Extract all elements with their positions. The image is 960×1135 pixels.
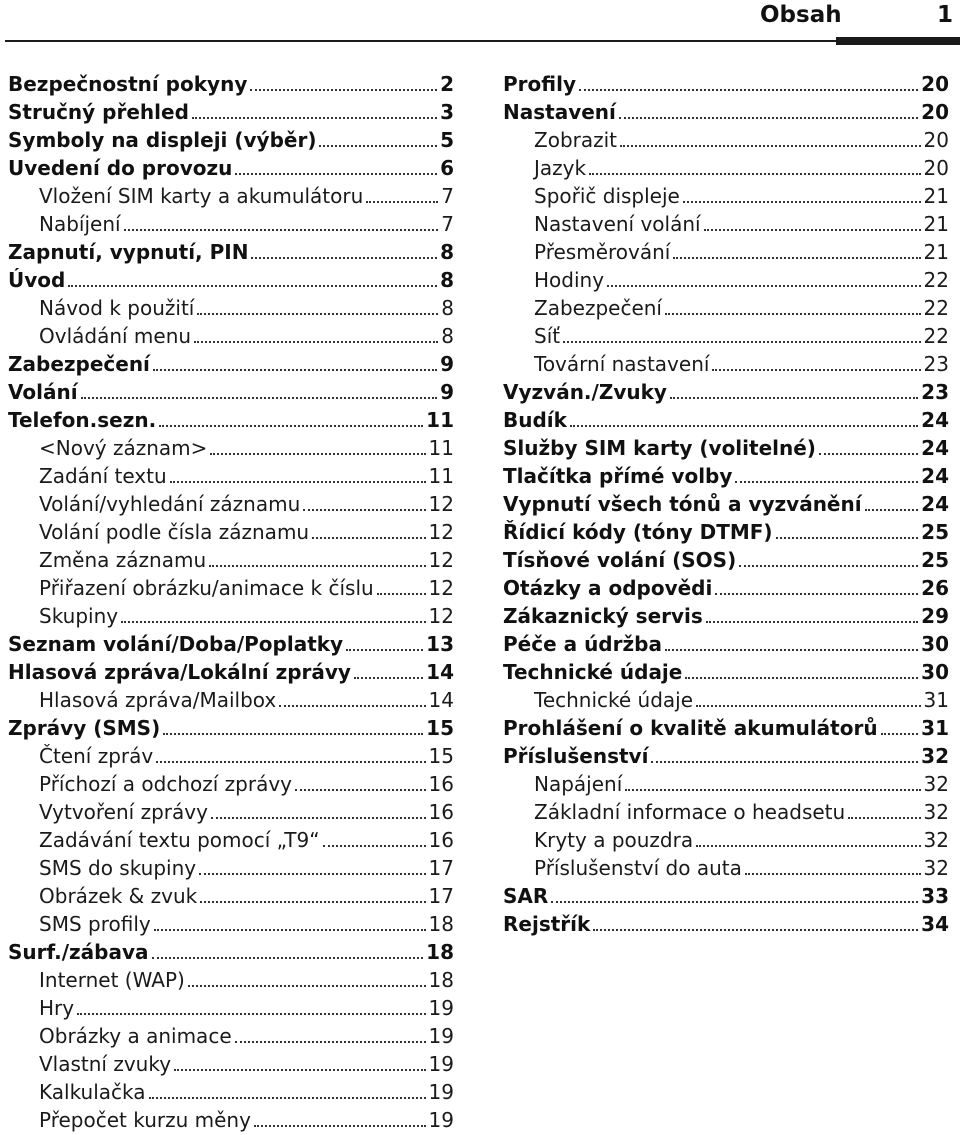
toc-entry-page: 23 [921, 380, 949, 404]
toc-entry-label: Vyzván./Zvuky [503, 380, 667, 404]
toc-entry-page: 25 [921, 520, 949, 544]
toc-entry-page: 14 [428, 688, 454, 712]
toc-entry[interactable] [503, 70, 949, 98]
toc-entry[interactable] [503, 518, 949, 546]
toc-entry[interactable] [503, 546, 949, 574]
toc-entry-page: 31 [921, 716, 949, 740]
toc-entry-label: Vypnutí všech tónů a vyzvánění [503, 492, 862, 516]
dot-leader [170, 481, 426, 483]
toc-entry-label: Příslušenství [503, 744, 649, 768]
toc-entry-label: Přiřazení obrázku/animace k číslu [39, 576, 374, 600]
toc-entry-label: Přepočet kurzu měny [39, 1108, 251, 1132]
toc-entry[interactable] [503, 378, 949, 406]
toc-subentry[interactable] [8, 882, 454, 910]
toc-entry-label: Nastavení volání [534, 212, 701, 236]
dot-leader [696, 705, 921, 707]
toc-entry-label: <Nový záznam> [39, 436, 208, 460]
dot-leader [625, 789, 920, 791]
toc-subentry[interactable] [503, 210, 949, 238]
toc-entry-label: Příchozí a odchozí zprávy [39, 772, 293, 796]
toc-entry-page: 18 [426, 940, 454, 964]
toc-entry-label: SMS profily [39, 912, 151, 936]
dot-leader [665, 313, 921, 315]
toc-subentry[interactable] [503, 686, 949, 714]
dot-leader [154, 929, 426, 931]
dot-leader [619, 117, 918, 119]
toc-entry-page: 11 [426, 408, 454, 432]
toc-entry-label: Volání podle čísla záznamu [39, 520, 310, 544]
dot-leader [665, 649, 918, 651]
toc-subentry[interactable] [8, 1078, 454, 1106]
toc-entry[interactable] [503, 910, 949, 938]
toc-subentry[interactable] [8, 182, 454, 210]
toc-subentry[interactable] [503, 322, 949, 350]
toc-subentry[interactable] [503, 826, 949, 854]
toc-entry-page: 13 [426, 632, 454, 656]
toc-entry-page: 6 [440, 156, 454, 180]
toc-entry-label: Seznam volání/Doba/Poplatky [8, 632, 344, 656]
toc-entry-label: Přesměrování [534, 240, 671, 264]
toc-entry-label: Tovární nastavení [534, 352, 710, 376]
dot-leader [570, 425, 918, 427]
dot-leader [121, 621, 425, 623]
toc-entry-label: Služby SIM karty (volitelné) [503, 436, 816, 460]
dot-leader [319, 145, 437, 147]
toc-entry-label: Prohlášení o kvalitě akumulátorů [503, 716, 878, 740]
toc-entry-page: 29 [921, 604, 949, 628]
toc-entry[interactable] [503, 742, 949, 770]
dot-leader [865, 509, 919, 511]
toc-entry-label: Vložení SIM karty a akumulátoru [39, 184, 364, 208]
toc-entry-label: Napájení [534, 772, 623, 796]
dot-leader [354, 677, 423, 679]
toc-subentry[interactable] [503, 238, 949, 266]
toc-entry-label: Zákaznický servis [503, 604, 703, 628]
toc-entry-label: Hry [39, 996, 75, 1020]
toc-entry-label: Zabezpečení [8, 352, 150, 376]
toc-entry-label: Skupiny [39, 604, 119, 628]
toc-subentry[interactable] [8, 1050, 454, 1078]
toc-entry[interactable] [8, 266, 454, 294]
dot-leader [593, 929, 918, 931]
toc-subentry[interactable] [8, 994, 454, 1022]
toc-subentry[interactable] [503, 126, 949, 154]
toc-subentry[interactable] [8, 966, 454, 994]
toc-entry-label: Hlasová zpráva/Lokální zprávy [8, 660, 351, 684]
toc-entry-page: 26 [921, 576, 949, 600]
dot-leader [696, 845, 920, 847]
toc-subentry[interactable] [503, 770, 949, 798]
toc-entry-label: Zprávy (SMS) [8, 716, 161, 740]
dot-leader [295, 789, 426, 791]
toc-entry-label: Příslušenství do auta [534, 856, 742, 880]
toc-entry-page: 16 [428, 828, 454, 852]
toc-entry-page: 11 [428, 436, 454, 460]
toc-entry[interactable] [8, 126, 454, 154]
toc-subentry[interactable] [8, 294, 454, 322]
toc-entry-page: 17 [428, 884, 454, 908]
toc-entry-page: 8 [441, 324, 454, 348]
toc-subentry[interactable] [503, 266, 949, 294]
toc-subentry[interactable] [8, 602, 454, 630]
toc-entry-page: 7 [441, 212, 454, 236]
toc-entry-label: Technické údaje [503, 660, 683, 684]
toc-entry-page: 9 [440, 352, 454, 376]
toc-subentry[interactable] [8, 1022, 454, 1050]
toc-entry-page: 19 [428, 1080, 454, 1104]
toc-entry-page: 24 [921, 436, 949, 460]
dot-leader [251, 257, 437, 259]
dot-leader [159, 425, 423, 427]
page-number: 1 [937, 2, 954, 28]
toc-entry-label: Ovládání menu [39, 324, 192, 348]
dot-leader [200, 901, 425, 903]
dot-leader [210, 453, 425, 455]
toc-entry-label: Úvod [8, 268, 66, 292]
toc-entry[interactable] [503, 658, 949, 686]
toc-entry-label: Zadávání textu pomocí „T9“ [39, 828, 320, 852]
toc-entry[interactable] [503, 434, 949, 462]
toc-subentry[interactable] [503, 350, 949, 378]
toc-entry[interactable] [8, 630, 454, 658]
toc-entry-page: 16 [428, 772, 454, 796]
dot-leader [704, 229, 921, 231]
toc-entry-label: Bezpečnostní pokyny [8, 72, 248, 96]
toc-entry-label: Péče a údržba [503, 632, 662, 656]
toc-subentry[interactable] [8, 322, 454, 350]
toc-subentry[interactable] [503, 294, 949, 322]
toc-subentry[interactable] [8, 798, 454, 826]
toc-entry-label: Kalkulačka [39, 1080, 146, 1104]
dot-leader [199, 873, 425, 875]
toc-subentry[interactable] [8, 854, 454, 882]
toc-entry[interactable] [8, 350, 454, 378]
dot-leader [848, 817, 920, 819]
toc-entry-page: 19 [428, 1024, 454, 1048]
toc-entry-label: Stručný přehled [8, 100, 189, 124]
toc-entry-page: 20 [921, 100, 949, 124]
toc-entry[interactable] [8, 714, 454, 742]
toc-entry-label: Hodiny [534, 268, 605, 292]
dot-leader [881, 733, 919, 735]
toc-subentry[interactable] [503, 798, 949, 826]
toc-entry-label: Volání/vyhledání záznamu [39, 492, 301, 516]
toc-entry[interactable] [503, 462, 949, 490]
dot-leader [152, 957, 424, 959]
dot-leader [673, 257, 920, 259]
toc-subentry[interactable] [8, 210, 454, 238]
toc-entry-label: Hlasová zpráva/Mailbox [39, 688, 277, 712]
toc-entry-page: 21 [923, 212, 949, 236]
dot-leader [192, 117, 437, 119]
toc-subentry[interactable] [503, 154, 949, 182]
toc-entry-label: Rejstřík [503, 912, 591, 936]
toc-entry-page: 19 [428, 996, 454, 1020]
dot-leader [683, 201, 921, 203]
toc-entry-label: Obrázky a animace [39, 1024, 232, 1048]
toc-entry-page: 3 [440, 100, 454, 124]
toc-entry-label: Zabezpečení [534, 296, 662, 320]
toc-entry-page: 34 [921, 912, 949, 936]
toc-entry-page: 19 [428, 1052, 454, 1076]
toc-entry-label: Základní informace o headsetu [534, 800, 846, 824]
toc-entry-label: SAR [503, 884, 549, 908]
toc-entry-label: Síť [534, 324, 561, 348]
toc-entry-label: Obrázek & zvuk [39, 884, 198, 908]
page-title: Obsah [760, 2, 842, 28]
dot-leader [188, 985, 426, 987]
toc-subentry[interactable] [8, 1106, 454, 1134]
dot-leader [551, 901, 918, 903]
toc-entry[interactable] [8, 406, 454, 434]
dot-leader [254, 1125, 426, 1127]
dot-leader [651, 761, 918, 763]
dot-leader [174, 1069, 425, 1071]
toc-entry-page: 24 [921, 408, 949, 432]
toc-entry-page: 2 [440, 72, 454, 96]
toc-entry-page: 8 [440, 240, 454, 264]
dot-leader [620, 145, 921, 147]
toc-entry[interactable] [503, 882, 949, 910]
dot-leader [194, 341, 438, 343]
toc-subentry[interactable] [8, 686, 454, 714]
toc-entry-label: Nastavení [503, 100, 616, 124]
toc-entry-label: Čtení zpráv [39, 744, 154, 768]
toc-entry-page: 12 [428, 492, 454, 516]
toc-entry[interactable] [503, 714, 949, 742]
dot-leader [323, 845, 426, 847]
toc-entry-label: Surf./zábava [8, 940, 149, 964]
dot-leader [346, 649, 423, 651]
dot-leader [607, 285, 921, 287]
toc-entry-label: Symboly na displeji (výběr) [8, 128, 317, 152]
toc-entry-page: 32 [923, 828, 949, 852]
dot-leader [279, 705, 425, 707]
toc-entry-page: 21 [923, 240, 949, 264]
toc-entry-page: 30 [921, 632, 949, 656]
toc-entry-page: 30 [921, 660, 949, 684]
toc-entry-page: 12 [428, 548, 454, 572]
toc-entry[interactable] [8, 658, 454, 686]
dot-leader [197, 313, 438, 315]
toc-entry-label: Jazyk [534, 156, 587, 180]
dot-leader [81, 397, 438, 399]
toc-entry-page: 16 [428, 800, 454, 824]
toc-entry-page: 12 [428, 604, 454, 628]
toc-entry-label: Uvedení do provozu [8, 156, 233, 180]
toc-entry-page: 8 [440, 268, 454, 292]
toc-entry-label: Profily [503, 72, 576, 96]
toc-entry-label: Budík [503, 408, 567, 432]
toc-left-column [8, 70, 454, 1134]
toc-entry-page: 18 [428, 968, 454, 992]
toc-entry-page: 9 [440, 380, 454, 404]
header-rule [5, 40, 960, 42]
toc-entry-page: 19 [428, 1108, 454, 1132]
toc-entry[interactable] [503, 406, 949, 434]
dot-leader [715, 593, 918, 595]
toc-subentry[interactable] [8, 490, 454, 518]
dot-leader [250, 89, 437, 91]
toc-entry-page: 20 [921, 72, 949, 96]
toc-entry-page: 15 [428, 744, 454, 768]
dot-leader [153, 369, 437, 371]
toc-entry[interactable] [503, 490, 949, 518]
page-header [0, 0, 960, 48]
toc-subentry[interactable] [8, 770, 454, 798]
dot-leader [579, 89, 918, 91]
dot-leader [366, 201, 438, 203]
toc-entry-page: 20 [923, 156, 949, 180]
toc-entry-page: 22 [923, 268, 949, 292]
toc-entry[interactable] [503, 574, 949, 602]
toc-entry[interactable] [503, 98, 949, 126]
toc-entry-label: Návod k použití [39, 296, 195, 320]
toc-entry-page: 12 [428, 520, 454, 544]
toc-entry-page: 31 [923, 688, 949, 712]
toc-entry-label: Technické údaje [534, 688, 694, 712]
toc-entry-label: Tlačítka přímé volby [503, 464, 733, 488]
toc-subentry[interactable] [8, 462, 454, 490]
toc-entry-page: 32 [923, 800, 949, 824]
dot-leader [156, 761, 425, 763]
toc-entry-label: Tísňové volání (SOS) [503, 548, 737, 572]
toc-entry-page: 17 [428, 856, 454, 880]
toc-entry-page: 14 [426, 660, 454, 684]
header-accent-bar [836, 37, 960, 45]
toc-entry-page: 8 [441, 296, 454, 320]
toc-entry[interactable] [503, 602, 949, 630]
toc-entry-page: 21 [923, 184, 949, 208]
toc-entry-page: 32 [923, 772, 949, 796]
toc-entry-page: 25 [921, 548, 949, 572]
toc-entry-label: Zobrazit [534, 128, 618, 152]
dot-leader [712, 369, 920, 371]
toc-entry-page: 7 [441, 184, 454, 208]
dot-leader [563, 341, 920, 343]
dot-leader [209, 565, 425, 567]
dot-leader [303, 509, 425, 511]
toc-entry-label: Spořič displeje [534, 184, 680, 208]
toc-entry-page: 11 [428, 464, 454, 488]
toc-entry-page: 5 [440, 128, 454, 152]
toc-entry[interactable] [8, 98, 454, 126]
toc-entry-page: 32 [921, 744, 949, 768]
toc-entry-label: SMS do skupiny [39, 856, 197, 880]
toc-entry-label: Změna záznamu [39, 548, 207, 572]
toc-entry-label: Otázky a odpovědi [503, 576, 713, 600]
dot-leader [706, 621, 918, 623]
toc-entry-page: 22 [923, 296, 949, 320]
toc-entry[interactable] [8, 238, 454, 266]
toc-entry-page: 12 [428, 576, 454, 600]
toc-entry-page: 20 [923, 128, 949, 152]
toc-subentry[interactable] [8, 910, 454, 938]
toc-entry-label: Telefon.sezn. [8, 408, 157, 432]
toc-subentry[interactable] [503, 854, 949, 882]
toc-entry-label: Zapnutí, vypnutí, PIN [8, 240, 249, 264]
toc-entry-page: 23 [923, 352, 949, 376]
dot-leader [739, 565, 918, 567]
toc-entry-label: Vlastní zvuky [39, 1052, 172, 1076]
toc-entry-label: Internet (WAP) [39, 968, 185, 992]
toc-entry-label: Volání [8, 380, 78, 404]
toc-entry[interactable] [8, 70, 454, 98]
toc-subentry[interactable] [8, 742, 454, 770]
toc-subentry[interactable] [8, 518, 454, 546]
dot-leader [68, 285, 437, 287]
toc-entry-label: Kryty a pouzdra [534, 828, 694, 852]
dot-leader [211, 817, 426, 819]
toc-entry-page: 18 [428, 912, 454, 936]
dot-leader [235, 173, 437, 175]
toc-subentry[interactable] [503, 182, 949, 210]
toc-entry-page: 24 [921, 492, 949, 516]
dot-leader [670, 397, 918, 399]
dot-leader [685, 677, 918, 679]
toc-entry[interactable] [8, 154, 454, 182]
toc-entry-page: 33 [921, 884, 949, 908]
dot-leader [735, 481, 918, 483]
dot-leader [312, 537, 425, 539]
toc-subentry[interactable] [8, 826, 454, 854]
toc-entry[interactable] [503, 630, 949, 658]
toc-entry-page: 32 [923, 856, 949, 880]
toc-subentry[interactable] [8, 434, 454, 462]
toc-entry-label: Vytvoření zprávy [39, 800, 208, 824]
toc-entry-label: Zadání textu [39, 464, 167, 488]
toc-entry-page: 22 [923, 324, 949, 348]
toc-entry-label: Řídicí kódy (tóny DTMF) [503, 520, 773, 544]
dot-leader [235, 1041, 426, 1043]
toc-entry[interactable] [8, 938, 454, 966]
dot-leader [745, 873, 921, 875]
toc-subentry[interactable] [8, 574, 454, 602]
toc-right-column [503, 70, 949, 938]
dot-leader [819, 453, 918, 455]
dot-leader [124, 229, 439, 231]
dot-leader [149, 1097, 426, 1099]
dot-leader [77, 1013, 425, 1015]
toc-entry-page: 24 [921, 464, 949, 488]
dot-leader [589, 173, 920, 175]
toc-entry-label: Nabíjení [39, 212, 121, 236]
toc-entry-page: 15 [426, 716, 454, 740]
toc-entry[interactable] [8, 378, 454, 406]
dot-leader [163, 733, 423, 735]
dot-leader [377, 593, 426, 595]
dot-leader [776, 537, 919, 539]
toc-subentry[interactable] [8, 546, 454, 574]
